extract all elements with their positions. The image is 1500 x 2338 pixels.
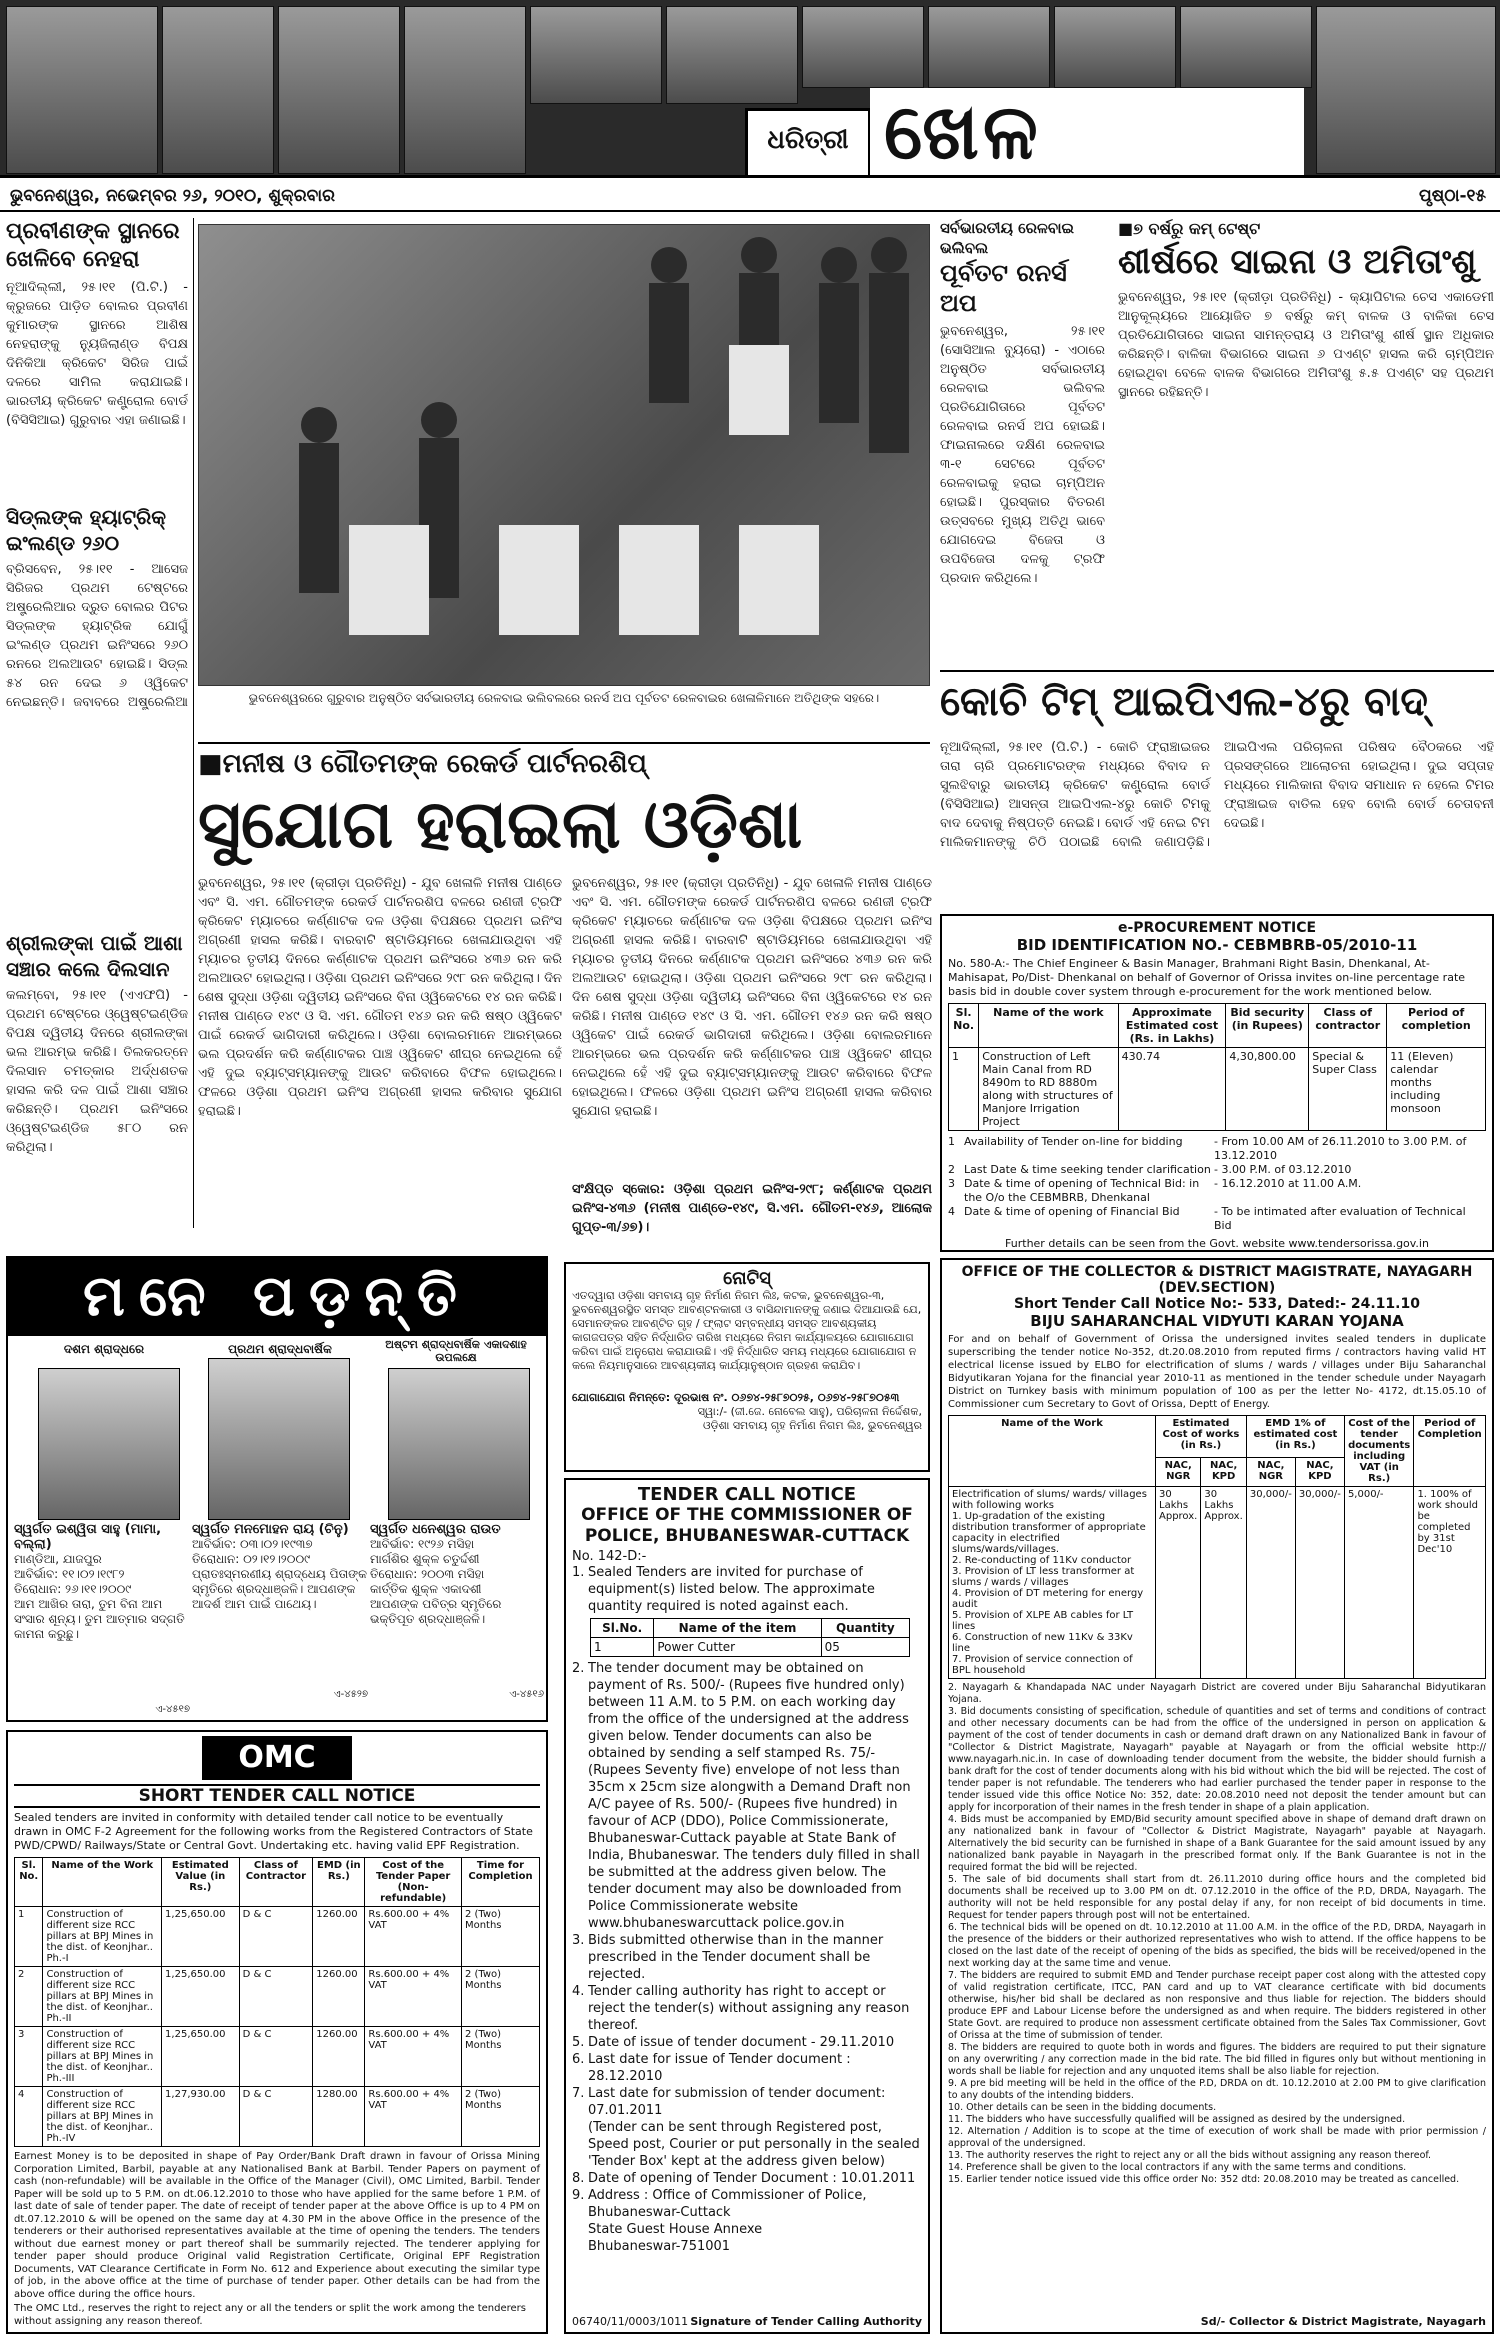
cell: 2 (Two) Months xyxy=(461,2087,539,2147)
cell: 2 (Two) Months xyxy=(461,1967,539,2027)
cell: Construction of different size RCC pillars at BPJ Mines in the dist. of Keonjhar.. Ph.-I xyxy=(43,1907,162,1967)
table-row xyxy=(15,2027,540,2087)
reference: No. 142-D:- xyxy=(572,1549,647,1564)
headline: ଶୀର୍ଷରେ ସାଇନା ଓ ଅମିତାଂଶୁ xyxy=(1118,242,1477,282)
clause: 4. Bids must be accompanied by EMD/Bid security amount specified above in shape of demand draft drawn on any nationalized bank in favour of "Collector & District Magistrate, Nayagarh" payable at Nayagarh. Alternatively the bid security can be furnished in shape of a Bank Guarantee for the said amount issued by any nationalized bank payable in Nayagarh in the prescribed format only. If the Bank Guarantee is not in the required format the bid will be rejected. xyxy=(948,1814,1486,1873)
sports-photo xyxy=(162,6,274,174)
ad-code: ଏ-୪୫୧୬ xyxy=(509,1689,544,1700)
headline: ଶ୍ରୀଲଙ୍କା ପାଇଁ ଆଶା ସଞ୍ଚାର କଲେ ଦିଲସାନ xyxy=(6,931,183,981)
kicker: ■୭ ବର୍ଷରୁ କମ୍ ଟେଷ୍ଟ xyxy=(1118,219,1261,238)
story-body: ଭୁବନେଶ୍ୱର, ୨୫।୧୧ (କ୍ରୀଡ଼ା ପ୍ରତିନିଧି) - ଯୁବ ଖେଳାଳି ମନୀଷ ପାଣ୍ଡେ ଏବଂ ସି. ଏମ. ଗୌତମଙ୍କ ରେକର୍ଡ ପାର୍ଟନରଶିପ ବଳରେ ରଣଜୀ ଟ୍ରଫି କ୍ରିକେଟ ମ୍ୟାଚରେ କର୍ଣ୍ଣାଟକ ଦଳ ଓଡ଼ିଶା ବିପକ୍ଷରେ ପ୍ରଥମ ଇନିଂସ ଅଗ୍ରଣୀ ହାସଲ କରିଛି। ବାରବାଟି ଷ୍ଟାଡିୟମରେ ଖେଳାଯାଉଥିବା ଏହି ମ୍ୟାଚର ତୃତୀୟ ଦିନରେ କର୍ଣ୍ଣାଟକ ପ୍ରଥମ ଇନିଂସରେ ୪୩୬ ରନ କରି ଅଲଆଉଟ ହୋଇଥିଲା। ଓଡ଼ିଶା ପ୍ରଥମ ଇନିଂସରେ ୨୯୮ ରନ କରିଥିଲା। ଦିନ ଶେଷ ସୁଦ୍ଧା ଓଡ଼ିଶା ଦ୍ୱିତୀୟ ଇନିଂସରେ ବିନା ଓ୍ୱିକେଟରେ ୧୪ ରନ କରିଛି। ମନୀଷ ପାଣ୍ଡେ ୧୪୯ ଓ ସି. ଏମ. ଗୌତମ ୧୪୬ ରନ କରି ଷଷ୍ଠ ଓ୍ୱିକେଟ ପାଇଁ ରେକର୍ଡ ଭାଗିଦାରୀ କରିଥିଲେ। ଓଡ଼ିଶା ବୋଲରମାନେ ଆରମ୍ଭରେ ଭଲ ପ୍ରଦର୍ଶନ କରି କର୍ଣ୍ଣାଟକର ପାଞ୍ଚ ଓ୍ୱିକେଟ ଶୀଘ୍ର ନେଇଥିଲେ ହେଁ ଏହି ଦୁଇ ବ୍ୟାଟ୍ସମ୍ୟାନଙ୍କୁ ଆଉଟ କରିବାରେ ବିଫଳ ହୋଇଥିଲେ। ଫଳରେ ଓଡ଼ିଶା ପ୍ରଥମ ଇନିଂସ ଅଗ୍ରଣୀ ହାସଲ କରିବାର ସୁଯୋଗ ହରାଇଛି। xyxy=(572,876,932,1119)
notice-title: SHORT TENDER CALL NOTICE xyxy=(14,1784,540,1808)
work-item: 2. Re-conducting of 11Kv conductor xyxy=(952,1555,1132,1566)
clause: 4. Tender calling authority has right to accept or reject the tender(s) without assigning any reason thereof. xyxy=(572,1983,922,2034)
story-srilanka xyxy=(6,930,188,1230)
masthead-banner xyxy=(0,0,1500,178)
kochi-body: ନୂଆଦିଲ୍ଲୀ, ୨୫।୧୧ (ପି.ଟି.) - କୋଚି ଫ୍ରାଞ୍ଚାଇଜର ତାରା ଚାରି ପ୍ରମୋଟରଙ୍କ ମଧ୍ୟରେ ବିବାଦ ନ ସୁଲଝିବାରୁ ଭାରତୀୟ କ୍ରିକେଟ କଣ୍ଟ୍ରୋଲ ବୋର୍ଡ (ବିସିସିଆଇ) ଆସନ୍ତା ଆଇପିଏଲ-୪ରୁ କୋଚି ଟିମକୁ ବାଦ ଦେବାକୁ ନିଷ୍ପତ୍ତି ନେଇଛି। ବୋର୍ଡ ଏହି ନେଇ ଟିମ ମାଲିକମାନଙ୍କୁ ଚିଠି ପଠାଇଛି ବୋଲି ଜଣାପଡ଼ିଛି। ଆଇପିଏଲ ପରିଚାଳନା ପରିଷଦ ବୈଠକରେ ଏହି ପ୍ରସଙ୍ଗରେ ଆଲୋଚନା ହୋଇଥିଲା। ଦୁଇ ସପ୍ତାହ ମଧ୍ୟରେ ମାଲିକାନା ବିବାଦ ସମାଧାନ ନ ହେଲେ ଟିମର ଫ୍ରାଞ୍ଚାଇଜ ବାତିଲ ହେବ ବୋଲି ବୋର୍ଡ ଚେତାବନୀ ଦେଇଛି। xyxy=(940,740,1494,850)
cell: Construction of different size RCC pillars at BPJ Mines in the dist. of Keonjhar.. Ph.-III xyxy=(43,2027,162,2087)
cell: 1 xyxy=(949,1048,979,1131)
memoriam-box xyxy=(6,1256,548,1722)
num: 1 xyxy=(948,1135,955,1148)
label: Last Date & time seeking tender clarification xyxy=(964,1163,1211,1176)
memoriam-title: ମନେ ପଡ଼ନ୍ତି xyxy=(8,1258,546,1336)
work-intro: Electrification of slums/ wards/ villages with following works xyxy=(952,1489,1147,1511)
cell: Special & Super Class xyxy=(1309,1048,1387,1131)
ad-code: ଏ-୪୫୧୭ xyxy=(155,1704,190,1715)
scorecard: ସଂକ୍ଷିପ୍ତ ସ୍କୋର: ଓଡ଼ିଶା ପ୍ରଥମ ଇନିଂସ-୨୯୮; କର୍ଣ୍ଣାଟକ ପ୍ରଥମ ଇନିଂସ-୪୩୬ (ମନୀଷ ପାଣ୍ଡେ-୧୪୯, ସି.ଏମ. ଗୌତମ-୧୪୬, ଆଲୋକ ଗୁପ୍ତ-୩/୬୭)। xyxy=(572,1182,932,1235)
sub-header: NAC, NGR xyxy=(1156,1457,1201,1487)
issuing-office: OFFICE OF THE COLLECTOR & DISTRICT MAGISTRATE, NAYAGARH (DEV.SECTION) xyxy=(961,1264,1473,1296)
sub-header: NAC, KPD xyxy=(1295,1457,1344,1487)
sports-photo xyxy=(6,6,158,174)
cell: Rs.600.00 + 4% VAT xyxy=(365,2027,462,2087)
team-silhouettes xyxy=(199,225,930,686)
cell: 1 xyxy=(15,1907,43,1967)
clause: 1. Sealed Tenders are invited for purchase of equipment(s) listed below. The approximate quantity required is noted against each. xyxy=(572,1564,922,1615)
portrait-photo xyxy=(38,1368,180,1520)
clause: 2. The tender document may be obtained on payment of Rs. 500/- (Rupees five hundred only) between 11 A.M. to 5 P.M. on each working day from the office of the undersigned at the address given below. Tender documents can also be obtained by sending a self stamped Rs. 75/- (Rupees Seventy five) envelope of not less than 35cm x 25cm size alongwith a Demand Draft non A/C payee of Rs. 500/- (Rupees five hundred) in favour of ACP (DDO), Police Commissionerate, Bhubaneswar-Cuttack payable at State Bank of India, Bhubaneswar. The tenders duly filled in shall be submitted at the address given below. The tender document may also be downloaded from Police Commissionerate website www.bhubaneswarcuttack police.gov.in xyxy=(572,1660,922,1932)
col-header: Sl. No. xyxy=(949,1004,979,1048)
notice-number: Short Tender Call Notice No:- 533, Dated:- 24.11.10 xyxy=(1014,1296,1420,1312)
clause: 3. Bid documents consisting of specification, schedule of quantities and set of terms and conditions of contract and other necessary documents can be had from the office of the undersigned in person on application & payment of the cost of tender documents in cash or demand draft drawn on any Nationalized Bank in favour of "Collector & District Magistrate, Nayagarh" payable at Nayagarh or from the official website http:// www.nayagarh.nic.in. In case of downloading tender document from the website, the bidder should furnish a bank draft for the cost of tender documents along with his bid without which the bid will be rejected. The cost of tender paper is not refundable. The tenderers who had earlier purchased the tender paper in response to the tender issued vide this office Notice No: 352, date: 20.08.2010 need not deposit the tender amount but can apply for incorporation of their names in the fresh tender in shape of a plain application. xyxy=(948,1706,1486,1813)
sports-photo xyxy=(1054,6,1176,88)
cell: D & C xyxy=(239,2087,313,2147)
photo-caption: ଭୁବନେଶ୍ୱରରେ ଗୁରୁବାର ଅନୁଷ୍ଠିତ ସର୍ବଭାରତୀୟ ରେଳବାଇ ଭଲିବଲରେ ରନର୍ସ ଅପ ପୂର୍ବତଟ ରେଳବାଇର ଖେଳାଳିମାନେ ଅତିଥିଙ୍କ ସହରେ। xyxy=(248,691,880,705)
cell: Rs.600.00 + 4% VAT xyxy=(365,2087,462,2147)
cell: D & C xyxy=(239,2027,313,2087)
clause-text: Bids submitted otherwise than in the manner prescribed in the Tender document shall be rejected. xyxy=(588,1933,884,1982)
clause-text: Last date for submission of tender document: 07.01.2011 xyxy=(588,2086,886,2118)
sports-photo xyxy=(404,6,526,174)
nayagarh-table xyxy=(948,1415,1486,1679)
clause: 5. The sale of bid documents shall start from dt. 26.11.2010 during office hours and the completed bid documents shall be received up to 3.00 PM on dt. 07.12.2010 in the office of the P.D, DRDA, Nayagarh. The authority will not be held responsible for any postal delay if any, for non receipt of bid documents in time. Request for tender papers through post will not be entertained. xyxy=(948,1874,1486,1921)
col-header: Quantity xyxy=(821,1619,909,1638)
schedule-row xyxy=(948,1135,1486,1163)
num: 3 xyxy=(948,1177,955,1190)
clause-text: Last date for issue of Tender document : 28.12.2010 xyxy=(588,2052,851,2084)
num: 2 xyxy=(948,1163,955,1176)
memoriam-label: ଦଶମ ଶ୍ରାଦ୍ଧରେ xyxy=(63,1342,145,1356)
table-row xyxy=(949,1487,1486,1679)
omc-logo-row xyxy=(14,1736,540,1780)
col-header: Name of the work xyxy=(979,1004,1118,1048)
brand-logo: ଧରିତ୍ରୀ xyxy=(745,108,871,178)
col-header: Estimated Cost of works (in Rs.) xyxy=(1156,1416,1247,1458)
table-row xyxy=(15,2087,540,2147)
table-row xyxy=(949,1048,1486,1131)
sports-photo xyxy=(1316,6,1496,174)
cell: Rs.600.00 + 4% VAT xyxy=(365,1967,462,2027)
cell: 1260.00 xyxy=(313,1967,365,2027)
cell: 4,30,800.00 xyxy=(1226,1048,1309,1131)
signature-block xyxy=(572,2315,922,2328)
sports-photo xyxy=(530,6,662,104)
notice-title: TENDER CALL NOTICE xyxy=(637,1484,857,1505)
cell: 1 xyxy=(591,1638,654,1657)
cell: Construction of different size RCC pillars at BPJ Mines in the dist. of Keonjhar.. Ph.-IV xyxy=(43,2087,162,2147)
notice-body: ଏତଦ୍ୱାରା ଓଡ଼ିଶା ସମବାୟ ଗୃହ ନିର୍ମାଣ ନିଗମ ଲିଃ, କଟକ, ଭୁବନେଶ୍ୱର-୩, ଭୁବନେଶ୍ୱରସ୍ଥିତ ସମସ୍ତ ଆବଣ୍ଟନକାରୀ ଓ ବାସିନ୍ଦାମାନଙ୍କୁ ଜଣାଇ ଦିଆଯାଉଛି ଯେ, ସେମାନଙ୍କର ଆବଣ୍ଟିତ ଗୃହ / ଫ୍ଲାଟ ସମ୍ବନ୍ଧୀୟ ସମସ୍ତ ଆବଶ୍ୟକୀୟ କାଗଜପତ୍ର ସହିତ ନିର୍ଦ୍ଧାରିତ ତାରିଖ ମଧ୍ୟରେ ନିଗମ କାର୍ଯ୍ୟାଳୟରେ ଯୋଗାଯୋଗ କରିବା ପାଇଁ ଅନୁରୋଧ କରାଯାଉଛି। ଏହି ନିର୍ଦ୍ଧାରିତ ସମୟ ମଧ୍ୟରେ ଯୋଗାଯୋଗ ନ କଲେ ନିୟମାନୁସାରେ ଆବଶ୍ୟକୀୟ କାର୍ଯ୍ୟାନୁଷ୍ଠାନ ଗ୍ରହଣ କରାଯିବ। xyxy=(572,1289,922,1372)
story-body: କଲମ୍ବୋ, ୨୫।୧୧ (ଏଏଫପି) - ପ୍ରଥମ ଟେଷ୍ଟରେ ଓ୍ୱେଷ୍ଟଇଣ୍ଡିଜ ବିପକ୍ଷ ଦ୍ୱିତୀୟ ଦିନରେ ଶ୍ରୀଲଙ୍କା ଭଲ ଆରମ୍ଭ କରିଛି। ତିଲକରତ୍ନେ ଦିଲସାନ ଚମତ୍କାର ଅର୍ଦ୍ଧଶତକ ହାସଲ କରି ଦଳ ପାଇଁ ଆଶା ସଞ୍ଚାର କରିଛନ୍ତି। ପ୍ରଥମ ଇନିଂସରେ ଓ୍ୱେଷ୍ଟଇଣ୍ଡିଜ ୫୮୦ ରନ କରିଥିଲା। xyxy=(6,988,188,1155)
headline: କୋଚି ଟିମ୍ ଆଇପିଏଲ-୪ରୁ ବାଦ୍ xyxy=(940,679,1428,725)
issuing-office: OFFICE OF THE COMMISSIONER OF POLICE, BHUBANESWAR-CUTTACK xyxy=(581,1505,913,1546)
story-body: ବ୍ରିସବେନ, ୨୫।୧୧ - ଆସେଜ ସିରିଜର ପ୍ରଥମ ଟେଷ୍ଟରେ ଅଷ୍ଟ୍ରେଲିଆର ଦ୍ରୁତ ବୋଲର ପିଟର ସିଡ୍‌ଲଙ୍କ ହ୍ୟାଟ୍ରିକ ଯୋଗୁଁ ଇଂଲଣ୍ଡ ପ୍ରଥମ ଇନିଂସରେ ୨୬୦ ରନରେ ଅଲଆଉଟ ହୋଇଛି। ସିଡ୍‌ଲ ୫୪ ରନ ଦେଇ ୬ ଓ୍ୱିକେଟ ନେଇଛନ୍ତି। ଜବାବରେ ଅଷ୍ଟ୍ରେଲିଆ xyxy=(6,562,188,710)
ad-code: ଏ-୪୫୨୭ xyxy=(333,1689,368,1700)
sports-photo xyxy=(666,6,798,104)
cell: 4 xyxy=(15,2087,43,2147)
value: - To be intimated after evaluation of Technical Bid xyxy=(1214,1205,1466,1232)
cell: 30 Lakhs Approx. xyxy=(1156,1487,1201,1679)
col-header: Period of completion xyxy=(1387,1004,1486,1048)
story-body: ଭୁବନେଶ୍ୱର, ୨୫।୧୧ (ସୋସିଆଲ ବ୍ୟୁରୋ) - ଏଠାରେ ଅନୁଷ୍ଠିତ ସର୍ବଭାରତୀୟ ରେଳବାଇ ଭଲିବଲ ପ୍ରତିଯୋଗିତାରେ ପୂର୍ବତଟ ରେଳବାଇ ରନର୍ସ ଅପ ହୋଇଛି। ଫାଇନାଲରେ ଦକ୍ଷିଣ ରେଳବାଇ ୩-୧ ସେଟରେ ପୂର୍ବତଟ ରେଳବାଇକୁ ହରାଇ ଚାମ୍ପିଅନ ହୋଇଛି। ପୁରସ୍କାର ବିତରଣ ଉତ୍ସବରେ ମୁଖ୍ୟ ଅତିଥି ଭାବେ ଯୋଗଦେଇ ବିଜେତା ଓ ଉପବିଜେତା ଦଳକୁ ଟ୍ରଫି ପ୍ରଦାନ କରିଥିଲେ। xyxy=(940,324,1105,586)
sub-header: NAC, NGR xyxy=(1246,1457,1295,1487)
notice-signatory: ସ୍ୱା:/- (ଜୀ.ଜେ. ନୋବେଲ ସାହୁ), ପରିଚାଳନା ନିର୍ଦ୍ଦେଶକ, ଓଡ଼ିଶା ସମବାୟ ଗୃହ ନିର୍ମାଣ ନିଗମ ଲିଃ, ଭୁବନେଶ୍ୱର xyxy=(697,1405,922,1432)
person-name: ସ୍ୱର୍ଗତ ମନମୋହନ ରାୟ (ଚିନୁ) xyxy=(192,1522,349,1537)
col-header: EMD 1% of estimated cost (in Rs.) xyxy=(1246,1416,1344,1458)
cell: 430.74 xyxy=(1118,1048,1226,1131)
portrait-photo xyxy=(388,1368,530,1520)
column-rule xyxy=(193,218,194,1228)
table-row xyxy=(15,1967,540,2027)
cell: 1. 100% of work should be completed by 31st Dec'10 xyxy=(1414,1487,1486,1679)
person-details: ଆବିର୍ଭାବ: ୧୯୨୬ ମସିହା ମାର୍ଗଶିର ଶୁକ୍ଳ ଚତୁର୍ଦ୍ଦଶୀ ତିରୋଧାନ: ୨୦୦୩ ମସିହା କାର୍ତ୍ତିକ ଶୁକ୍ଳ ଏକାଦଶୀ ଆପଣଙ୍କ ପବିତ୍ର ସ୍ମୃତିରେ ଭକ୍ତିପୂତ ଶ୍ରଦ୍ଧାଞ୍ଜଳି। xyxy=(370,1537,502,1626)
col-header: Approximate Estimated cost (Rs. in Lakhs) xyxy=(1118,1004,1226,1048)
omc-notice xyxy=(6,1730,548,2334)
notice-intro: For and on behalf of Government of Orissa the undersigned invites sealed tenders in duplicate superscribing the tender notice No-352, dt.20.08.2010 from reputed firms / contractors having valid HT electrical license issued by ELBO for electrification of slums / wards / villages under Biju Saharanchal Bidyutikaran Yojana for the financial year 2010-11 as mentioned in the tender schedule under Nayagarh District on Turnkey basis with minimum population of 100 as per the letter No- 4172, dt.15.05.10 of Commissioner cum Secretary to Govt of Orissa, Deptt of Energy. xyxy=(948,1334,1486,1410)
work-item: 5. Provision of XLPE AB cables for LT lines xyxy=(952,1610,1134,1632)
cell: 30 Lakhs Approx. xyxy=(1201,1487,1246,1679)
table-row xyxy=(15,1907,540,1967)
clause-text: Address : Office of Commissioner of Police, Bhubaneswar-Cuttack State Guest House Annexe Bhubaneswar-751001 xyxy=(588,2188,867,2254)
notice-footer: The OMC Ltd., reserves the right to reject any or all the tenders or split the work among the tenderers without assigning any reason thereof. xyxy=(14,2303,526,2327)
col-header: Name of the Work xyxy=(949,1416,1156,1487)
schedule-row xyxy=(948,1205,1486,1233)
person-name: ସ୍ୱର୍ଗତ ଇଶ୍ୱିତା ସାହୁ (ମାମା, ବଲ୍ଲା) xyxy=(14,1522,162,1552)
clause-text: Sealed Tenders are invited for purchase of equipment(s) listed below. The approximate quantity required is noted against each. xyxy=(588,1565,875,1614)
table-row xyxy=(591,1638,910,1657)
odisha-body-1: ଭୁବନେଶ୍ୱର, ୨୫।୧୧ (କ୍ରୀଡ଼ା ପ୍ରତିନିଧି) - ଯୁବ ଖେଳାଳି ମନୀଷ ପାଣ୍ଡେ ଏବଂ ସି. ଏମ. ଗୌତମଙ୍କ ରେକର୍ଡ ପାର୍ଟନରଶିପ ବଳରେ ରଣଜୀ ଟ୍ରଫି କ୍ରିକେଟ ମ୍ୟାଚରେ କର୍ଣ୍ଣାଟକ ଦଳ ଓଡ଼ିଶା ବିପକ୍ଷରେ ପ୍ରଥମ ଇନିଂସ ଅଗ୍ରଣୀ ହାସଲ କରିଛି। ବାରବାଟି ଷ୍ଟାଡିୟମରେ ଖେଳାଯାଉଥିବା ଏହି ମ୍ୟାଚର ତୃତୀୟ ଦିନରେ କର୍ଣ୍ଣାଟକ ପ୍ରଥମ ଇନିଂସରେ ୪୩୬ ରନ କରି ଅଲଆଉଟ ହୋଇଥିଲା। ଓଡ଼ିଶା ପ୍ରଥମ ଇନିଂସରେ ୨୯୮ ରନ କରିଥିଲା। ଦିନ ଶେଷ ସୁଦ୍ଧା ଓଡ଼ିଶା ଦ୍ୱିତୀୟ ଇନିଂସରେ ବିନା ଓ୍ୱିକେଟରେ ୧୪ ରନ କରିଛି। ମନୀଷ ପାଣ୍ଡେ ୧୪୯ ଓ ସି. ଏମ. ଗୌତମ ୧୪୬ ରନ କରି ଷଷ୍ଠ ଓ୍ୱିକେଟ ପାଇଁ ରେକର୍ଡ ଭାଗିଦାରୀ କରିଥିଲେ। ଓଡ଼ିଶା ବୋଲରମାନେ ଆରମ୍ଭରେ ଭଲ ପ୍ରଦର୍ଶନ କରି କର୍ଣ୍ଣାଟକର ପାଞ୍ଚ ଓ୍ୱିକେଟ ଶୀଘ୍ର ନେଇଥିଲେ ହେଁ ଏହି ଦୁଇ ବ୍ୟାଟ୍ସମ୍ୟାନଙ୍କୁ ଆଉଟ କରିବାରେ ବିଫଳ ହୋଇଥିଲେ। ଫଳରେ ଓଡ଼ିଶା ପ୍ରଥମ ଇନିଂସ ଅଗ୍ରଣୀ ହାସଲ କରିବାର ସୁଯୋଗ ହରାଇଛି। xyxy=(198,876,562,1119)
clause: 7. Last date for submission of tender document: 07.01.2011 (Tender can be sent through Registered post, Speed post, Courier or put personally in the sealed 'Tender Box' kept at the address given below) xyxy=(572,2086,920,2169)
omc-table xyxy=(14,1857,540,2147)
clauses xyxy=(948,1682,1486,2186)
cell: 5,000/- xyxy=(1344,1487,1414,1679)
notice-body: Earnest Money is to be deposited in shape of Pay Order/Bank Draft drawn in favour of Orissa Mining Corporation Limited, Barbil, payable at any Nationalised Bank at Barbil. Tender Papers on payment of cash (non-refundable) will be available in the Office of the Manager (Civil), OMC Limited, Barbil. Tender Paper will be sold up to 5 P.M. on dt.06.12.2010 to those who have applied for the same before 1 P.M. of last date of sale of tender paper. The date of receipt of tender paper at the above Office is up to 4 PM on dt.07.12.2010 & will be opened on the same day at 4.30 PM in the above Office in the presence of the tenderers or their authorised representatives available at the time of opening the tenders. The tenders without due earnest money or part thereof shall be summarily rejected. The tenderer applying for tender paper should produce Original valid Registration Certificate, Original EPF Registration Documents, VAT Clearance Certificate in Form No. 612 and Experience about executing the similar type of job, in the above office at the time of purchase of tender paper. Other details can be had from the above office during the office hours. xyxy=(14,2151,540,2300)
person-details: ଆବିର୍ଭାବ: ୦୩।୦୨।୧୯୩୭ ତିରୋଧାନ: ୦୨।୧୨।୨୦୦୯ ପ୍ରାତଃସ୍ମରଣୀୟ ଶ୍ରାଦ୍ଧେୟ ପିତାଙ୍କ ସ୍ମୃତିରେ ଶ୍ରଦ୍ଧାଞ୍ଜଳି। ଆପଣଙ୍କ ଆଦର୍ଶ ଆମ ପାଇଁ ପାଥେୟ। xyxy=(192,1537,367,1611)
work-item: 7. Provision of service connection of BPL household xyxy=(952,1654,1133,1676)
col-header: Cost of the tender documents including VAT (in Rs.) xyxy=(1344,1416,1414,1487)
num: 4 xyxy=(948,1205,955,1218)
portrait-photo xyxy=(208,1358,350,1520)
cell: 1280.00 xyxy=(313,2087,365,2147)
headline: ସୁଯୋଗ ହରାଇଲା ଓଡ଼ିଶା xyxy=(198,786,803,863)
schedule-row xyxy=(948,1177,1486,1205)
cell: 2 (Two) Months xyxy=(461,1907,539,1967)
clause-text: Date of issue of tender document - 29.11.2010 xyxy=(588,2035,895,2050)
clause-note: (Tender can be sent through Registered post, Speed post, Courier or put personally in the sealed 'Tender Box' kept at the address given below) xyxy=(588,2120,920,2169)
person-details: ମାଣ୍ଡିଆ, ଯାଜପୁର ଆବିର୍ଭାବ: ୧୧।୦୨।୧୯୮୨ ତିରୋଧାନ: ୨୬।୧୧।୨୦୦୯ ଆମ ଆଖିର ତାରା, ତୁମ ବିନା ଆମ ସଂସାର ଶୂନ୍ୟ। ତୁମ ଆତ୍ମାର ସଦ୍‌ଗତି କାମନା କରୁଛୁ। xyxy=(14,1552,185,1641)
col-header: Class of Contractor xyxy=(239,1858,313,1907)
omc-logo: OMC xyxy=(202,1736,352,1780)
cell: 2 (Two) Months xyxy=(461,2027,539,2087)
signature-block xyxy=(14,2331,540,2334)
memoriam-entry xyxy=(370,1522,544,1702)
col-header: Period of Completion xyxy=(1414,1416,1486,1487)
eproc-table xyxy=(948,1003,1486,1131)
notice-code: 06740/11/0003/1011 xyxy=(572,2315,689,2328)
schedule xyxy=(948,1135,1486,1233)
police-tender-notice xyxy=(564,1478,930,2334)
cell: D & C xyxy=(239,1967,313,2027)
cell: Construction of Left Main Canal from RD 8490m to RD 8880m along with structures of Manjore Irrigation Project xyxy=(979,1048,1118,1131)
sign-title xyxy=(14,2331,540,2334)
kicker: ■ମନୀଷ ଓ ଗୌତମଙ୍କ ରେକର୍ଡ ପାର୍ଟନରଶିପ୍ xyxy=(198,749,647,779)
col-header: Name of the item xyxy=(654,1619,821,1638)
clause: 10. Other details can be seen in the bidding documents. xyxy=(948,2102,1217,2113)
cell: 1,27,930.00 xyxy=(162,2087,240,2147)
clause: 13. The authority reserves the right to reject any or all the bids without assigning any reason thereof. xyxy=(948,2150,1432,2161)
signatory: Signature of Tender Calling Authority xyxy=(690,2315,922,2328)
clause: 3. Bids submitted otherwise than in the manner prescribed in the Tender document shall be rejected. xyxy=(572,1932,922,1983)
cell: 30,000/- xyxy=(1246,1487,1295,1679)
cell: D & C xyxy=(239,1907,313,1967)
cell: 1,25,650.00 xyxy=(162,1967,240,2027)
value: - 16.12.2010 at 11.00 A.M. xyxy=(1214,1177,1362,1190)
notice-title: e-PROCUREMENT NOTICE xyxy=(1117,920,1317,936)
page-number: ପୃଷ୍ଠା-୧୫ xyxy=(1419,186,1486,206)
cell: 1260.00 xyxy=(313,2027,365,2087)
col-header: Cost of the Tender Paper (Non-refundable) xyxy=(365,1858,462,1907)
volleyball-team-photo xyxy=(198,224,930,686)
clause: 14. Preference shall be given to the local contractors if any with the same terms and conditions. xyxy=(948,2162,1407,2173)
notice-intro: No. 580-A:- The Chief Engineer & Basin Manager, Brahmani Right Basin, Dhenkanal, At-Mahisapat, Po/Dist- Dhenkanal on behalf of Governor of Orissa invites on-line percentage rate basis bid in double cover system through e-procurement for the work mentioned below. xyxy=(948,957,1466,998)
clause: 11. The bidders who have successfully qualified will be assigned as desired by the undersigned. xyxy=(948,2114,1406,2125)
sports-photo xyxy=(278,6,400,174)
nayagarh-notice xyxy=(940,1258,1494,2334)
clause: 2. Nayagarh & Khandapada NAC under Nayagarh District are covered under Biju Saharanchal Bidyutikaran Yojana. xyxy=(948,1682,1486,1705)
cell: 1,25,650.00 xyxy=(162,2027,240,2087)
bid-id: BID IDENTIFICATION NO.- CEBMBRB-05/2010-11 xyxy=(1016,936,1418,954)
notice-title: ନୋଟିସ୍ xyxy=(723,1268,771,1289)
cell: Construction of different size RCC pillars at BPJ Mines in the dist. of Keonjhar.. Ph.-II xyxy=(43,1967,162,2027)
cell: 3 xyxy=(15,2027,43,2087)
sports-photo xyxy=(928,6,1050,88)
cell: 05 xyxy=(821,1638,909,1657)
clause: 9. Address : Office of Commissioner of Police, Bhubaneswar-Cuttack State Guest House Annexe Bhubaneswar-751001 xyxy=(572,2187,922,2255)
cell: 1,25,650.00 xyxy=(162,1907,240,1967)
work-list xyxy=(949,1487,1156,1679)
cell: 30,000/- xyxy=(1295,1487,1344,1679)
cell: Power Cutter xyxy=(654,1638,821,1657)
clause: 8. Date of opening of Tender Document : 10.01.2011 xyxy=(572,2170,922,2187)
signatory: Sd/- Collector & District Magistrate, Nayagarh xyxy=(1200,2315,1486,2328)
col-header: EMD (in Rs.) xyxy=(313,1858,365,1907)
clause-text: Tender calling authority has right to accept or reject the tender(s) without assigning any reason thereof. xyxy=(588,1984,910,2033)
cell: 2 xyxy=(15,1967,43,2027)
sports-photo xyxy=(1180,6,1312,88)
cell: 1260.00 xyxy=(313,1907,365,1967)
story-nehra xyxy=(6,218,188,738)
memoriam-entry xyxy=(192,1522,368,1702)
clause: 6. The technical bids will be opened on dt. 10.12.2010 at 11.00 A.M. in the office of the P.D, DRDA, Nayagarh in the presence of the bidders or their authorized representatives who wish to attend. If the office happens to be closed on the last date of the receipt of opening of the bids as specified, the bids will be received/opened in the next working day at the same time and venue. xyxy=(948,1922,1486,1969)
date-text: ଭୁବନେଶ୍ୱର, ନଭେମ୍ବର ୨୬, ୨୦୧୦, ଶୁକ୍ରବାର xyxy=(10,186,335,206)
odia-notice xyxy=(564,1262,930,1472)
memoriam-entry xyxy=(14,1522,190,1717)
label: Date & time of opening of Financial Bid xyxy=(964,1205,1180,1218)
work-item: 4. Provision of DT metering for energy audit xyxy=(952,1588,1144,1610)
col-header: Bid security (in Rupees) xyxy=(1226,1004,1309,1048)
person-name: ସ୍ୱର୍ଗତ ଧନେଶ୍ୱର ରାଉତ xyxy=(370,1522,501,1537)
cell: Rs.600.00 + 4% VAT xyxy=(365,1907,462,1967)
clause: 12. Alternation / Addition is to scope at the time of execution of work shall be made with prior permission / approval of the undersigned. xyxy=(948,2126,1486,2149)
headline: ପ୍ରବୀଣଙ୍କ ସ୍ଥାନରେ ଖେଳିବେ ନେହରା xyxy=(6,219,180,272)
kochi-headline-box xyxy=(940,670,1494,734)
schedule-row xyxy=(948,1163,1486,1177)
label: Availability of Tender on-line for bidding xyxy=(964,1135,1183,1148)
story-body: ନୂଆଦିଲ୍ଲୀ, ୨୫।୧୧ (ପି.ଟି.) - କ୍ରୁଜରେ ପାଡ଼ିତ ବୋଲର ପ୍ରବୀଣ କୁମାରଙ୍କ ସ୍ଥାନରେ ଆଶିଷ ନେହରାଙ୍କୁ ନ୍ୟୁଜିଲାଣ୍ଡ ବିପକ୍ଷ ଦିନିକିଆ କ୍ରିକେଟ ସିରିଜ ପାଇଁ ଦଳରେ ସାମିଲ କରାଯାଇଛି। ଭାରତୀୟ କ୍ରିକେଟ କଣ୍ଟ୍ରୋଲ ବୋର୍ଡ (ବିସିସିଆଇ) ଗୁରୁବାର ଏହା ଜଣାଇଛି। xyxy=(6,280,188,428)
clause-text: The tender document may be obtained on payment of Rs. 500/- (Rupees five hundred only) between 11 A.M. to 5 P.M. on each working day from the office of the undersigned at the address given below. Tender documents can also be obtained by sending a self stamped Rs. 75/- (Rupees Seventy five) envelope of not less than 35cm x 25cm size alongwith a Demand Draft non A/C payee of Rs. 500/- (Rupees five hundred) in favour of ACP (DDO), Police Commissionerate, Bhubaneswar-Cuttack payable at State Bank of India, Bhubaneswar. The tenders duly filled in shall be submitted at the address given below. The tender document may also be downloaded from Police Commissionerate website www.bhubaneswarcuttack police.gov.in xyxy=(588,1661,920,1931)
clause: 6. Last date for issue of Tender document : 28.12.2010 xyxy=(572,2051,922,2085)
work-item: 3. Provision of LT less transformer at slums / wards / villages xyxy=(952,1566,1135,1588)
clause: 7. The bidders are required to submit EMD and Tender purchase receipt paper cost along with the attested copy of valid registration certificate, ITCC, PAN card and up to VAT clearance certificate with bid documents otherwise, his/her bid shall be declared as non responsive and thus liable for rejection. The bidders should produce EPF and Labour License before the undersigned as and when require. The bidders registered in other State Govt. are required to produce non assessment certificate obtained from the Sales Tax Commissioner, Govt of Orissa at the time of submission of tender. xyxy=(948,1970,1486,2041)
value: - From 10.00 AM of 26.11.2010 to 3.00 P.M. of 13.12.2010 xyxy=(1214,1135,1467,1162)
clause: 5. Date of issue of tender document - 29.11.2010 xyxy=(572,2034,922,2051)
col-header: Class of contractor xyxy=(1309,1004,1387,1048)
memoriam-label: ପ୍ରଥମ ଶ୍ରାଦ୍ଧବାର୍ଷିକ xyxy=(228,1342,332,1356)
col-header: Estimated Value (in Rs.) xyxy=(162,1858,240,1907)
notice-contact: ଯୋଗାଯୋଗ ନିମନ୍ତେ: ଦୂରଭାଷ ନଂ. ୦୬୭୪-୨୫୮୭୦୨୫, ୦୬୭୪-୨୫୮୭୦୫୩ xyxy=(572,1391,900,1404)
scheme-name: BIJU SAHARANCHAL VIDYUTI KARAN YOJANA xyxy=(1030,1312,1404,1330)
items-table xyxy=(590,1618,910,1657)
odisha-headline-box xyxy=(198,742,930,868)
sub-headline: ସିଡ୍‌ଲଙ୍କ ହ୍ୟାଟ୍ରିକ୍ ଇଂଲଣ୍ଡ ୨୬୦ xyxy=(6,505,167,555)
clause: 9. A pre bid meeting will be held in the office of the P.D, DRDA on dt. 10.12.2010 at 2.00 PM to give clarification to any doubts of the intending bidders. xyxy=(948,2078,1486,2101)
notice-intro: Sealed tenders are invited in conformity with detailed tender call notice to be eventually drawn in OMC F-2 Agreement for the following works from the Registered Contractors of State PWD/CPWD/ Railways/State or Central Govt. Undertaking etc. having valid EPF Registration. xyxy=(14,1811,533,1852)
work-item: 1. Up-gradation of the existing distribution transformer of appropriate capacity in electrified slums/wards/villages. xyxy=(952,1511,1146,1555)
footer: Further details can be seen from the Govt. website www.tendersorissa.gov.in xyxy=(1005,1237,1429,1250)
work-item: 6. Construction of new 11Kv & 33Kv line xyxy=(952,1632,1133,1654)
memoriam-label: ଅଷ୍ଟମ ଶ୍ରାଦ୍ଧବାର୍ଷିକ ଏକାଦଶାହ ଉପଲକ୍ଷେ xyxy=(385,1338,527,1364)
clause-text: Date of opening of Tender Document : 10.01.2011 xyxy=(588,2171,916,2186)
sports-photo xyxy=(802,6,924,88)
value: - 3.00 P.M. of 03.12.2010 xyxy=(1214,1163,1352,1176)
cell: 11 (Eleven) calendar months including monsoon xyxy=(1387,1048,1486,1131)
col-header: Name of the Work xyxy=(43,1858,162,1907)
dateline xyxy=(0,180,1500,212)
col-header: Sl. No. xyxy=(15,1858,43,1907)
clause: 8. The bidders are required to quote both in words and figures. The bidders are required to put their signature on any overwriting / any correction made in the bid rate. The bid filled in figures only but without mentioning in words shall be liable for rejection and any unquoted items shall be also liable for rejection. xyxy=(948,2042,1486,2077)
headline: ପୂର୍ବତଟ ରନର୍ସ ଅପ xyxy=(940,259,1067,317)
story-saina xyxy=(1118,218,1494,678)
kicker: ସର୍ବଭାରତୀୟ ରେଳବାଇ ଭଲିବଲ xyxy=(940,219,1075,257)
label: Date & time of opening of Technical Bid: in the O/o the CEBMBRB, Dhenkanal xyxy=(964,1177,1200,1204)
clause: 15. Earlier tender notice issued vide this office order No: 352 dtd: 20.08.2010 may be treated as cancelled. xyxy=(948,2174,1460,2185)
odisha-body-2 xyxy=(572,874,932,1254)
section-title: ଖେଳ xyxy=(870,88,1304,178)
eproc-notice xyxy=(940,914,1494,1252)
col-header: Time for Completion xyxy=(461,1858,539,1907)
sub-header: NAC, KPD xyxy=(1201,1457,1246,1487)
story-body: ଭୁବନେଶ୍ୱର, ୨୫।୧୧ (କ୍ରୀଡ଼ା ପ୍ରତିନିଧି) - କ୍ୟାପିଟାଲ ଚେସ ଏକାଡେମୀ ଆନୁକୂଲ୍ୟରେ ଆୟୋଜିତ ୭ ବର୍ଷରୁ କମ୍ ବାଳକ ଓ ବାଳିକା ଚେସ ପ୍ରତିଯୋଗିତାରେ ସାଇନା ସାମନ୍ତରାୟ ଓ ଅମିତାଂଶୁ ଶୀର୍ଷ ସ୍ଥାନ ଅଧିକାର କରିଛନ୍ତି। ବାଳିକା ବିଭାଗରେ ସାଇନା ୬ ପଏଣ୍ଟ ହାସଲ କରି ଚାମ୍ପିଅନ ହୋଇଥିବା ବେଳେ ବାଳକ ବିଭାଗରେ ଅମିତାଂଶୁ ୫.୫ ପଏଣ୍ଟ ସହ ପ୍ରଥମ ସ୍ଥାନରେ ରହିଛନ୍ତି। xyxy=(1118,290,1494,400)
col-header: Sl.No. xyxy=(591,1619,654,1638)
